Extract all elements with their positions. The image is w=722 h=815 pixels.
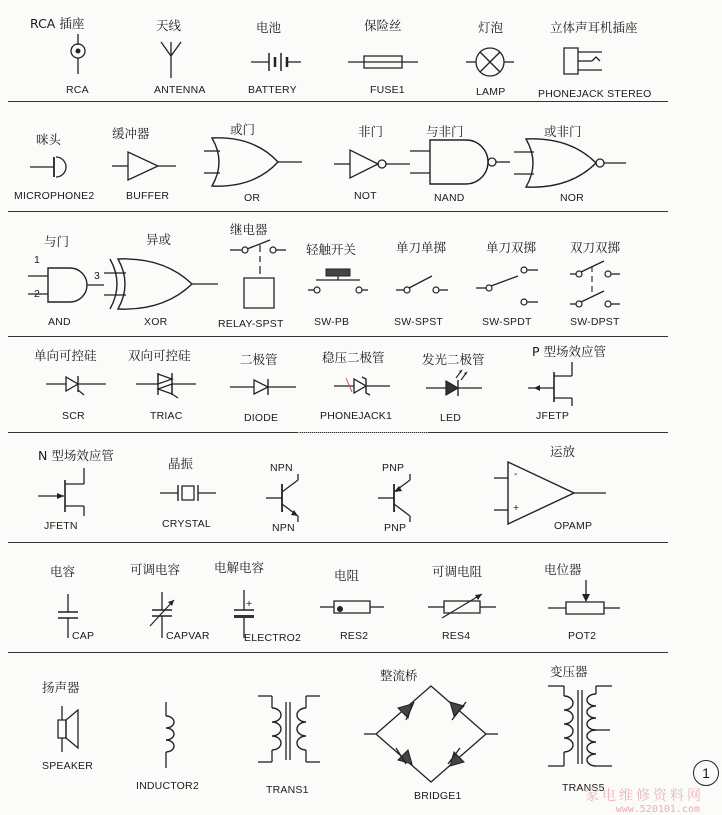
label-en: DIODE xyxy=(244,412,279,424)
label-cn: 立体声耳机插座 xyxy=(550,20,638,35)
phonejack-stereo-icon xyxy=(562,40,622,84)
label-cn: 整流桥 xyxy=(380,668,418,683)
bridge-rectifier-icon xyxy=(364,682,498,786)
spdt-switch-icon xyxy=(476,262,546,310)
label-cn: 轻触开关 xyxy=(306,242,357,257)
label-en: PHONEJACK STEREO xyxy=(538,88,652,100)
pushbutton-switch-icon xyxy=(308,268,368,296)
label-en: RELAY-SPST xyxy=(218,318,284,330)
page-number: 1 xyxy=(693,760,719,786)
watermark-url: www.520101.com xyxy=(615,804,700,815)
potentiometer-icon xyxy=(548,580,620,620)
pnp-transistor-icon xyxy=(378,474,422,522)
battery-icon xyxy=(251,50,301,74)
transformer-5-icon xyxy=(544,686,618,776)
npn-transistor-icon xyxy=(266,474,310,522)
label-cn: 扬声器 xyxy=(42,680,80,695)
label-en: AND xyxy=(48,316,71,328)
label-cn: 或非门 xyxy=(544,124,582,139)
label-cn: 发光二极管 xyxy=(422,352,485,367)
jfet-n-icon xyxy=(38,466,98,516)
label-en: SW-SPDT xyxy=(482,316,532,328)
diode-icon xyxy=(230,376,296,398)
label-en: CAP xyxy=(72,630,95,642)
fuse-icon xyxy=(348,54,418,70)
spst-switch-icon xyxy=(396,272,448,296)
label-en: SCR xyxy=(62,410,85,422)
label-en: LAMP xyxy=(476,86,506,98)
label-en: OR xyxy=(244,192,261,204)
label-en: BUFFER xyxy=(126,190,170,202)
red-dotted-line xyxy=(298,432,428,434)
row-divider xyxy=(8,211,668,212)
label-en: MICROPHONE2 xyxy=(14,190,95,202)
lamp-icon xyxy=(466,44,514,80)
led-icon xyxy=(426,368,482,398)
label-en: JFETP xyxy=(536,410,570,422)
label-en: SW-DPST xyxy=(570,316,620,328)
label-en: RES2 xyxy=(340,630,369,642)
label-en: LED xyxy=(440,412,462,424)
label-en: PNP xyxy=(384,522,407,534)
label-en: NOT xyxy=(354,190,377,202)
label-cn: 电解电容 xyxy=(214,560,265,575)
label-cn: 电阻 xyxy=(334,568,360,583)
label-en: NOR xyxy=(560,192,584,204)
label-cn: 咪头 xyxy=(36,132,62,147)
watermark: 家电维修资料网 xyxy=(585,788,704,804)
label-en: FUSE1 xyxy=(370,84,405,96)
label-en: XOR xyxy=(144,316,168,328)
opamp-icon xyxy=(494,460,606,526)
label-cn: 可调电容 xyxy=(130,562,181,577)
speaker-icon xyxy=(48,706,88,752)
label-en: PNP xyxy=(382,462,405,474)
label-cn: 缓冲器 xyxy=(112,126,150,141)
label-cn: 可调电阻 xyxy=(432,564,483,579)
row-divider xyxy=(8,101,668,102)
nand-gate-icon xyxy=(410,138,510,186)
pin-label: - xyxy=(514,468,518,480)
label-cn: P 型场效应管 xyxy=(532,344,607,359)
label-en: NPN xyxy=(270,462,293,474)
label-cn: 双刀双掷 xyxy=(570,240,621,255)
pin-label: 2 xyxy=(34,288,41,300)
inductor-icon xyxy=(158,702,188,768)
nor-gate-icon xyxy=(514,138,626,188)
label-cn: 电位器 xyxy=(544,562,582,577)
label-en: CAPVAR xyxy=(166,630,210,642)
label-cn: 稳压二极管 xyxy=(322,350,385,365)
label-en: BRIDGE1 xyxy=(414,790,462,802)
label-en: JFETN xyxy=(44,520,78,532)
buffer-gate-icon xyxy=(112,148,176,184)
symbol-sheet xyxy=(8,6,668,800)
zener-diode-icon xyxy=(334,374,390,398)
label-cn: 电池 xyxy=(256,20,282,35)
resistor-icon xyxy=(320,598,384,616)
rca-jack-icon xyxy=(58,34,98,78)
not-gate-icon xyxy=(334,146,410,182)
label-en: TRANS1 xyxy=(266,784,309,796)
label-cn: 非门 xyxy=(358,124,384,139)
label-en: NAND xyxy=(434,192,465,204)
row-divider xyxy=(8,542,668,543)
label-cn: 单刀双掷 xyxy=(486,240,537,255)
label-cn: 变压器 xyxy=(550,664,588,679)
label-cn: 与非门 xyxy=(426,124,464,139)
antenna-icon xyxy=(156,40,186,80)
pin-label: 1 xyxy=(34,254,41,266)
label-en: INDUCTOR2 xyxy=(136,780,199,792)
label-cn: 灯泡 xyxy=(478,20,504,35)
label-en: SW-PB xyxy=(314,316,350,328)
and-gate-icon xyxy=(28,266,104,304)
label-cn: 单向可控硅 xyxy=(34,348,97,363)
label-en: SW-SPST xyxy=(394,316,444,328)
label-cn: 运放 xyxy=(550,444,576,459)
dpst-switch-icon xyxy=(570,258,632,312)
label-cn: 双向可控硅 xyxy=(128,348,191,363)
label-cn: 继电器 xyxy=(230,222,268,237)
label-cn: 异或 xyxy=(146,232,172,247)
triac-icon xyxy=(136,370,196,398)
transformer-icon xyxy=(254,696,324,772)
variable-resistor-icon xyxy=(428,590,496,620)
label-en: SPEAKER xyxy=(42,760,94,772)
or-gate-icon xyxy=(204,136,302,188)
label-en: TRIAC xyxy=(150,410,183,422)
pin-label: 3 xyxy=(94,270,101,282)
label-cn: 晶振 xyxy=(168,456,194,471)
label-cn: 二极管 xyxy=(240,352,278,367)
label-en: RES4 xyxy=(442,630,471,642)
pin-label: + xyxy=(513,502,520,514)
label-en: NPN xyxy=(272,522,295,534)
label-en: RCA xyxy=(66,84,89,96)
label-cn: 与门 xyxy=(44,234,70,249)
xor-gate-icon xyxy=(104,258,218,310)
jfet-p-icon xyxy=(528,362,584,406)
relay-icon xyxy=(230,238,292,316)
label-en: OPAMP xyxy=(554,520,593,532)
label-en: ANTENNA xyxy=(154,84,206,96)
row-divider xyxy=(8,652,668,653)
scr-icon xyxy=(46,372,106,396)
label-cn: 单刀单掷 xyxy=(396,240,447,255)
label-en: POT2 xyxy=(568,630,597,642)
microphone-icon xyxy=(30,154,78,180)
label-cn: RCA 插座 xyxy=(30,16,85,31)
row-divider xyxy=(8,336,668,337)
label-cn: 保险丝 xyxy=(364,18,402,33)
label-cn: 电容 xyxy=(50,564,76,579)
pin-label: + xyxy=(246,598,253,610)
label-cn: 天线 xyxy=(156,18,182,33)
crystal-icon xyxy=(160,482,216,504)
label-cn: N 型场效应管 xyxy=(38,448,114,463)
label-cn: 或门 xyxy=(230,122,256,137)
label-en: CRYSTAL xyxy=(162,518,211,530)
label-en: PHONEJACK1 xyxy=(320,410,393,422)
label-en: BATTERY xyxy=(248,84,297,96)
label-en: ELECTRO2 xyxy=(244,632,302,644)
label-en: TRANS5 xyxy=(562,782,605,794)
